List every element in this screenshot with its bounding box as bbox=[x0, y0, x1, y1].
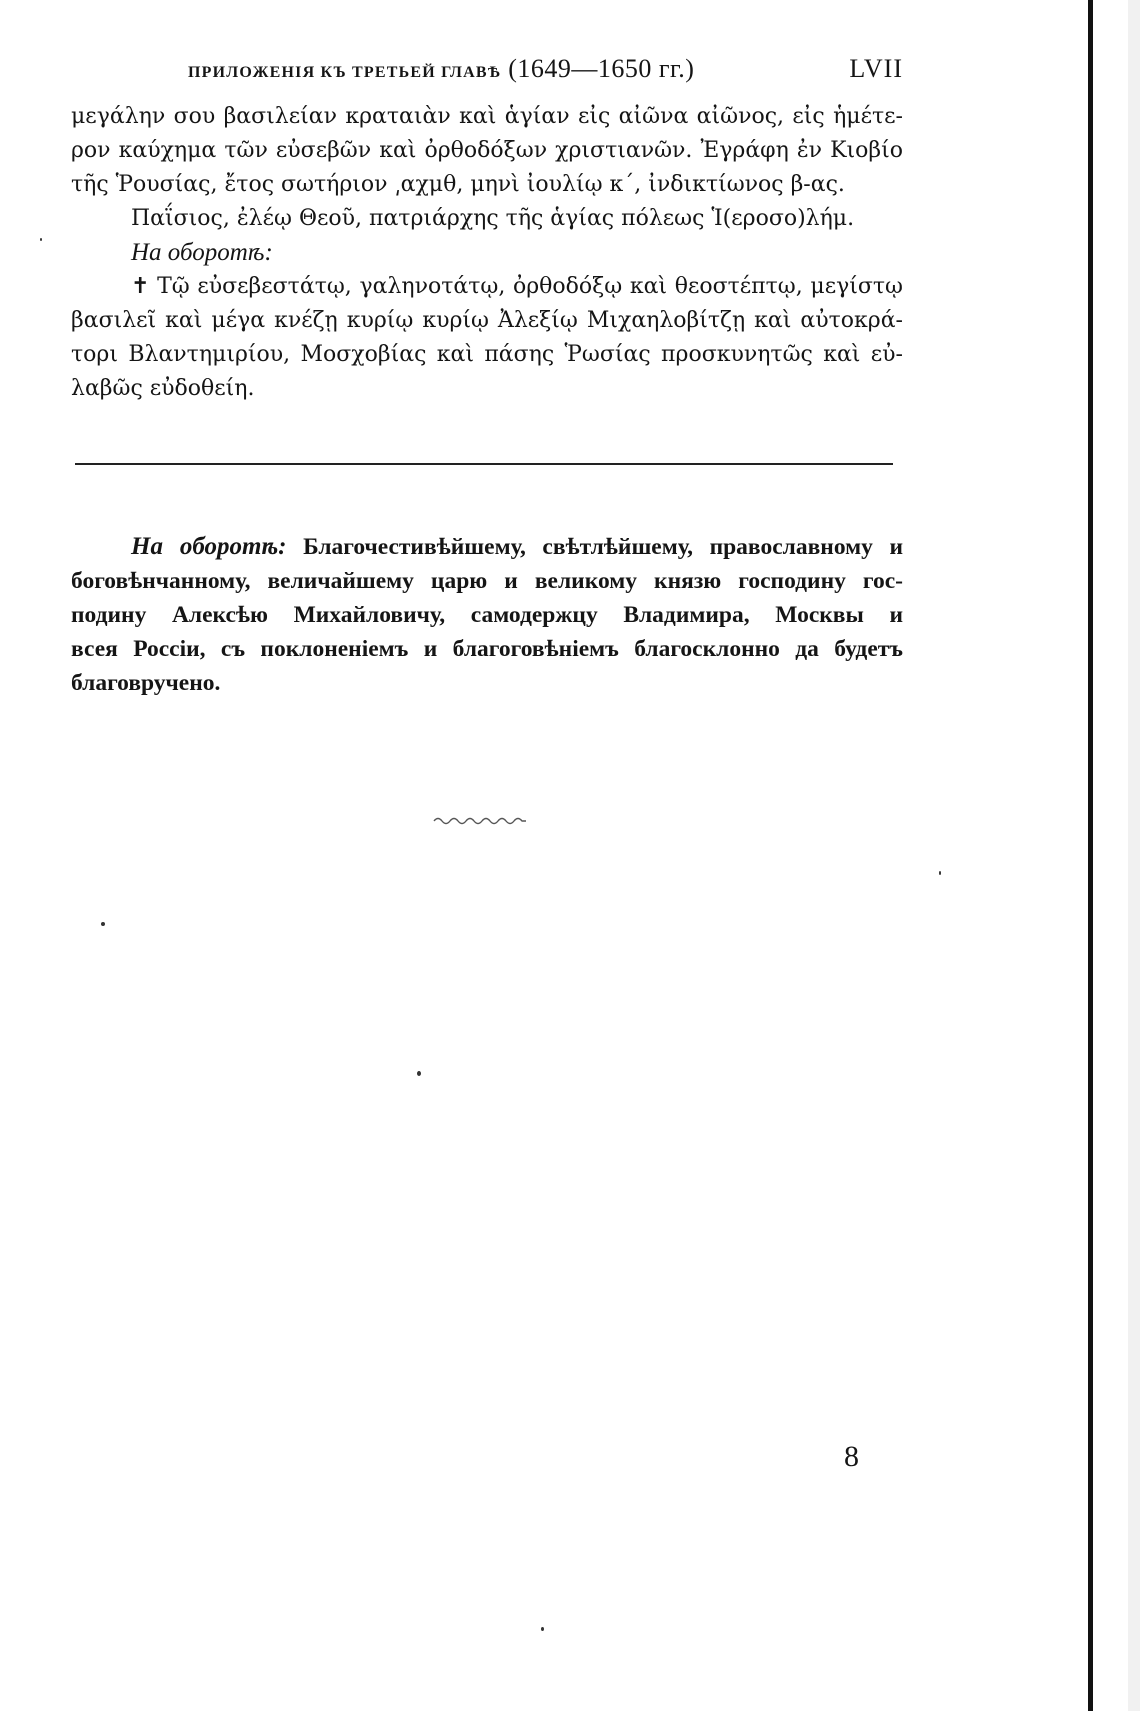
address-line: βασιλεῖ καὶ μέγα κνέζῃ κυρίῳ κυρίῳ Ἀλεξίῳ Μιχαηλοβίτζῃ καὶ αὐτοκρά- bbox=[71, 308, 903, 333]
print-speck bbox=[541, 1627, 544, 1631]
russian-line: всея Россіи, съ поклоненіемъ и благоговѣніемъ благосклонно да будетъ bbox=[71, 636, 903, 662]
page-number: LVII bbox=[849, 54, 903, 83]
running-title-text: ПРИЛОЖЕНІЯ КЪ ТРЕТЬЕЙ ГЛАВѢ bbox=[188, 64, 502, 81]
reverse-label: На оборотѣ: bbox=[131, 239, 273, 266]
end-ornament bbox=[432, 815, 528, 827]
print-speck bbox=[101, 922, 105, 926]
address-line: ✝ Τῷ εὐσεβεστάτῳ, γαληνοτάτῳ, ὀρθοδόξῳ καὶ θεοστέπτῳ, μεγίστῳ bbox=[131, 274, 903, 299]
address-line: λαβῶς εὐδοθείη. bbox=[71, 376, 255, 401]
folio-mark: 8 bbox=[844, 1440, 859, 1473]
russian-translation bbox=[71, 530, 903, 700]
greek-line: τῆς Ῥουσίας, ἔτος σωτήριον ͵αχμθ, μηνὶ ἰουλίῳ κ΄, ἰνδικτίωνος β-ας. bbox=[71, 172, 845, 197]
russian-line: подину Алексѣю Михайловичу, самодержцу Владимира, Москвы и bbox=[71, 602, 903, 628]
russian-first-line bbox=[71, 530, 903, 564]
running-head bbox=[188, 50, 903, 86]
running-title bbox=[188, 54, 694, 84]
print-speck bbox=[417, 1071, 421, 1076]
page-binding-edge bbox=[1088, 0, 1093, 1711]
greek-letter-text bbox=[71, 100, 903, 406]
patriarch-signature: Παΐσιος, ἐλέῳ Θεοῦ, πατριάρχης τῆς ἁγίας πόλεως Ἱ(εροσο)λήμ. bbox=[131, 206, 855, 231]
russian-line: Благочестивѣйшему, свѣтлѣйшему, православному и bbox=[303, 534, 903, 560]
greek-line: μεγάλην σου βασιλείαν κραταιὰν καὶ ἁγίαν εἰς αἰῶνα αἰῶνος, εἰς ἡμέτε- bbox=[71, 104, 903, 129]
russian-reverse-label: На оборотѣ: bbox=[131, 533, 287, 560]
date-range: (1649—1650 гг.) bbox=[508, 54, 695, 83]
print-speck bbox=[40, 238, 42, 241]
section-divider bbox=[75, 463, 893, 465]
greek-line: ρον καύχημα τῶν εὐσεβῶν καὶ ὀρθοδόξων χριστιανῶν. Ἐγράφη ἐν Κιοβίο bbox=[71, 138, 903, 163]
russian-line: благовручено. bbox=[71, 670, 221, 696]
page-margin-shadow bbox=[1128, 0, 1140, 1711]
print-speck bbox=[939, 871, 941, 875]
address-line: τορι Βλαντημιρίου, Μοσχοβίας καὶ πάσης Ῥωσίας προσκυνητῶς καὶ εὐ- bbox=[71, 342, 903, 367]
russian-line: боговѣнчанному, величайшему царю и великому князю господину гос- bbox=[71, 568, 903, 594]
